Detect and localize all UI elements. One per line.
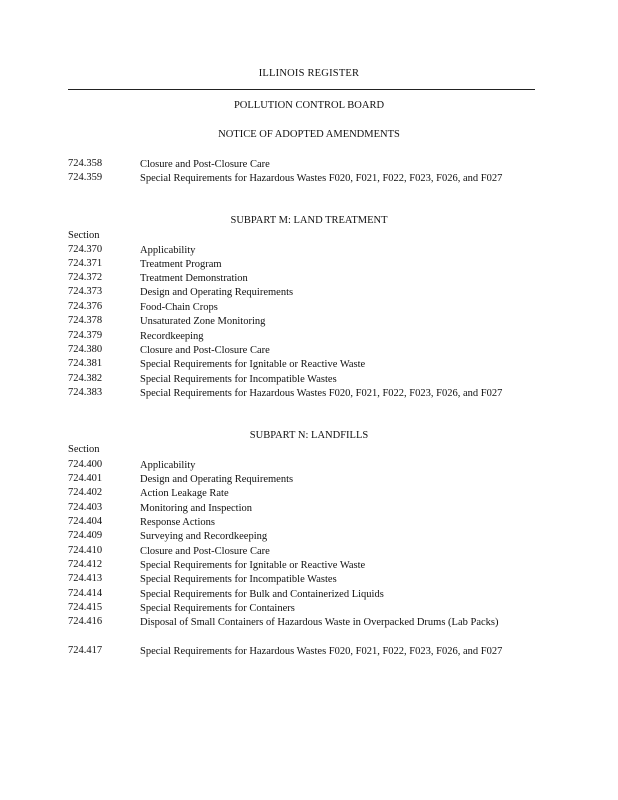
section-number: 724.417	[68, 645, 103, 656]
section-title: Surveying and Recordkeeping	[140, 531, 268, 542]
notice-title: NOTICE OF ADOPTED AMENDMENTS	[218, 129, 400, 140]
section-number: 724.403	[68, 502, 103, 513]
section-number: 724.379	[68, 330, 103, 341]
section-title: Disposal of Small Containers of Hazardous Waste in Overpacked Drums (Lab Packs)	[140, 617, 499, 628]
subpart-n-heading: SUBPART N: LANDFILLS	[249, 430, 369, 441]
section-number: 724.412	[68, 559, 103, 570]
section-title: Design and Operating Requirements	[140, 474, 294, 485]
section-title: Special Requirements for Ignitable or Reactive Waste	[140, 560, 366, 571]
section-title: Special Requirements for Incompatible Wastes	[140, 574, 337, 585]
section-title: Special Requirements for Incompatible Wastes	[140, 374, 337, 385]
section-title: Monitoring and Inspection	[140, 503, 252, 514]
section-title: Special Requirements for Hazardous Wastes F020, F021, F022, F023, F026, and F027	[140, 173, 503, 184]
section-title: Closure and Post-Closure Care	[140, 546, 270, 557]
section-number: 724.371	[68, 258, 103, 269]
section-number: 724.413	[68, 573, 103, 584]
section-title: Recordkeeping	[140, 331, 204, 342]
section-number: 724.382	[68, 373, 103, 384]
section-number: 724.358	[68, 158, 103, 169]
section-title: Action Leakage Rate	[140, 488, 229, 499]
section-number: 724.402	[68, 487, 103, 498]
section-number: 724.373	[68, 286, 103, 297]
section-title: Special Requirements for Bulk and Containerized Liquids	[140, 589, 384, 600]
section-number: 724.383	[68, 387, 103, 398]
section-number: 724.376	[68, 301, 103, 312]
section-title: Applicability	[140, 245, 196, 256]
section-number: 724.409	[68, 530, 103, 541]
section-column-label: Section	[68, 230, 100, 241]
section-title: Special Requirements for Containers	[140, 603, 295, 614]
section-number: 724.380	[68, 344, 103, 355]
section-number: 724.381	[68, 358, 103, 369]
section-title: Special Requirements for Hazardous Wastes F020, F021, F022, F023, F026, and F027	[140, 388, 503, 399]
header-rule	[68, 89, 535, 90]
register-header: ILLINOIS REGISTER	[258, 68, 360, 79]
board-title: POLLUTION CONTROL BOARD	[233, 100, 385, 111]
section-title: Applicability	[140, 460, 196, 471]
section-number: 724.416	[68, 616, 103, 627]
section-number: 724.378	[68, 315, 103, 326]
section-title: Treatment Demonstration	[140, 273, 248, 284]
subpart-m-heading: SUBPART M: LAND TREATMENT	[230, 215, 388, 226]
section-number: 724.410	[68, 545, 103, 556]
section-number: 724.370	[68, 244, 103, 255]
section-number: 724.404	[68, 516, 103, 527]
section-title: Response Actions	[140, 517, 215, 528]
section-number: 724.400	[68, 459, 103, 470]
section-title: Food-Chain Crops	[140, 302, 218, 313]
section-number: 724.415	[68, 602, 103, 613]
section-title: Special Requirements for Ignitable or Reactive Waste	[140, 359, 366, 370]
section-title: Treatment Program	[140, 259, 222, 270]
section-title: Closure and Post-Closure Care	[140, 159, 270, 170]
section-number: 724.359	[68, 172, 103, 183]
section-number: 724.372	[68, 272, 103, 283]
section-title: Special Requirements for Hazardous Wastes F020, F021, F022, F023, F026, and F027	[140, 646, 503, 657]
section-title: Design and Operating Requirements	[140, 287, 294, 298]
section-title: Closure and Post-Closure Care	[140, 345, 270, 356]
section-number: 724.401	[68, 473, 103, 484]
section-title: Unsaturated Zone Monitoring	[140, 316, 266, 327]
section-number: 724.414	[68, 588, 103, 599]
section-column-label: Section	[68, 444, 100, 455]
